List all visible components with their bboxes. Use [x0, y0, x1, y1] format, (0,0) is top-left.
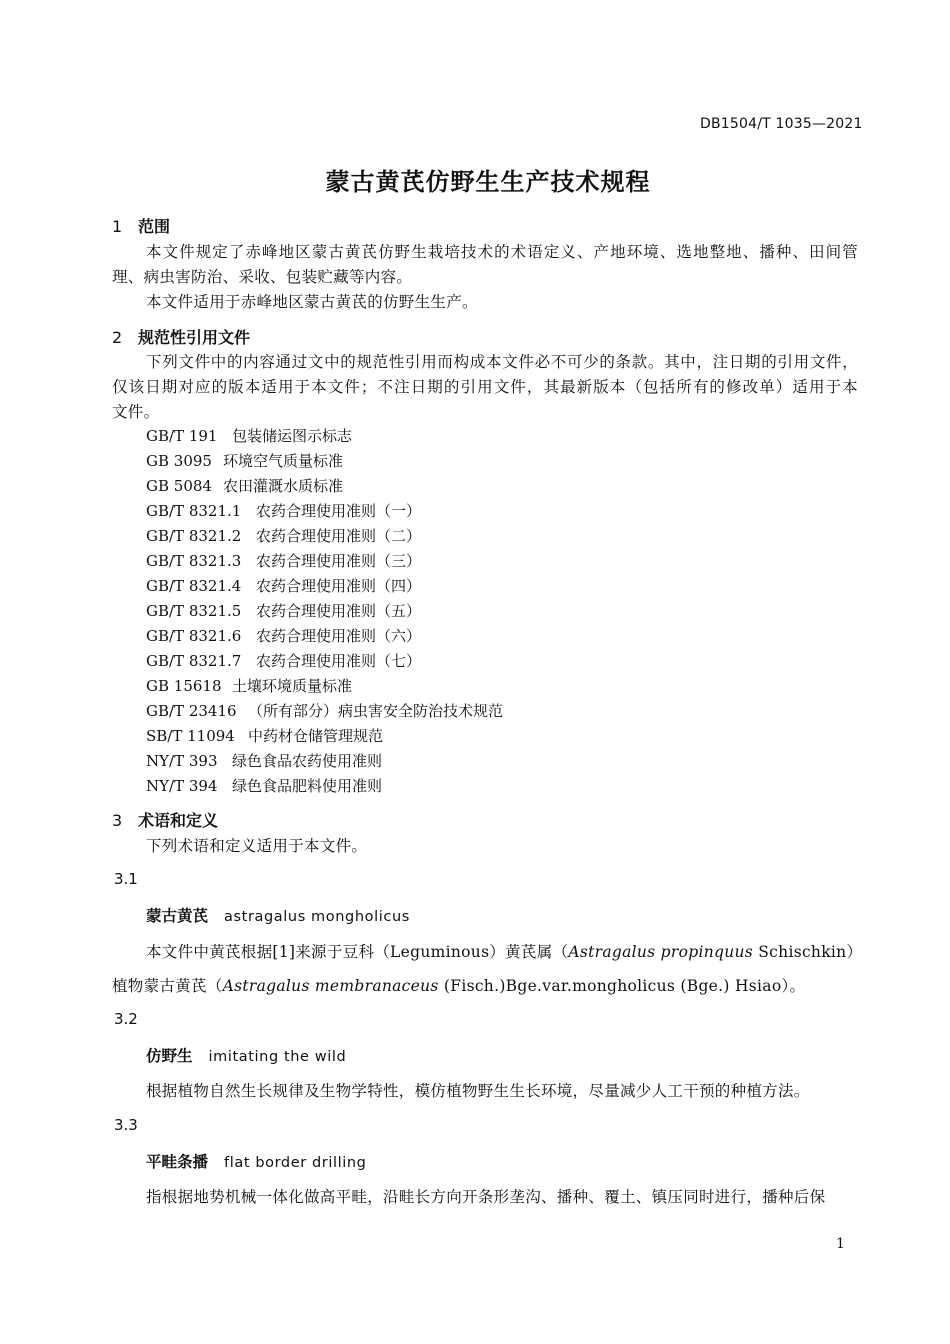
paragraph-line: 本文件适用于赤峰地区蒙古黄芪的仿野生生产。	[146, 293, 478, 311]
paragraph-line: 文件。	[112, 403, 160, 421]
reference-item: GB/T 8321.3 农药合理使用准则（三）	[146, 552, 422, 570]
reference-item: GB/T 191 包装储运图示标志	[146, 427, 353, 445]
term-zh: 蒙古黄芪	[146, 907, 209, 925]
term-en: flat border drilling	[224, 1155, 367, 1171]
section-heading-1	[112, 214, 170, 237]
term-en: astragalus mongholicus	[224, 909, 410, 925]
paragraph-line: 下列术语和定义适用于本文件。	[146, 837, 368, 855]
term-zh: 平畦条播	[146, 1153, 209, 1171]
reference-item: SB/T 11094 中药材仓储管理规范	[146, 727, 384, 745]
term-heading	[146, 904, 410, 926]
definition-line: 植物蒙古黄芪（Astragalus membranaceus (Fisch.)Bge.var.mongholicus (Bge.) Hsiao）。	[112, 977, 806, 995]
reference-item: NY/T 394 绿色食品肥料使用准则	[146, 777, 383, 795]
genus-name: Astragalus propinquus	[568, 943, 754, 961]
page-title: 蒙古黄芪仿野生生产技术规程	[325, 168, 651, 196]
section-title: 范围	[138, 217, 171, 236]
paragraph-line: 本文件规定了赤峰地区蒙古黄芪仿野生栽培技术的术语定义、产地环境、选地整地、播种、田间管	[146, 243, 858, 261]
section-number: 3	[112, 811, 123, 830]
reference-item: GB/T 23416 （所有部分）病虫害安全防治技术规范	[146, 702, 504, 720]
reference-item: GB/T 8321.2 农药合理使用准则（二）	[146, 527, 422, 545]
term-heading	[146, 1044, 346, 1066]
species-name: Astragalus membranaceus	[222, 977, 439, 995]
paragraph-line: 理、病虫害防治、采收、包装贮藏等内容。	[112, 268, 413, 286]
reference-item: GB/T 8321.1 农药合理使用准则（一）	[146, 502, 422, 520]
reference-item: GB/T 8321.6 农药合理使用准则（六）	[146, 627, 422, 645]
reference-item: GB 5084 农田灌溉水质标准	[146, 477, 344, 495]
paragraph-line: 下列文件中的内容通过文中的规范性引用而构成本文件必不可少的条款。其中，注日期的引用文件，	[146, 353, 858, 371]
section-heading-2	[112, 325, 250, 348]
reference-item: GB/T 8321.4 农药合理使用准则（四）	[146, 577, 422, 595]
term-number: 3.1	[114, 870, 138, 888]
section-number: 1	[112, 217, 123, 236]
term-heading	[146, 1150, 366, 1172]
section-title: 术语和定义	[138, 811, 219, 830]
reference-item: GB 3095 环境空气质量标准	[146, 452, 344, 470]
definition-line: 根据植物自然生长规律及生物学特性，模仿植物野生生长环境，尽量减少人工干预的种植方法。	[146, 1082, 810, 1100]
document-code: DB1504/T 1035—2021	[700, 116, 863, 132]
reference-item: GB/T 8321.5 农药合理使用准则（五）	[146, 602, 422, 620]
section-heading-3	[112, 808, 218, 831]
term-number: 3.2	[114, 1010, 138, 1028]
term-zh: 仿野生	[146, 1047, 193, 1065]
term-number: 3.3	[114, 1116, 138, 1134]
term-en: imitating the wild	[208, 1049, 347, 1065]
definition-line: 指根据地势机械一体化做高平畦，沿畦长方向开条形垄沟、播种、覆土、镇压同时进行，播种后保	[146, 1188, 826, 1206]
section-number: 2	[112, 328, 123, 347]
definition-line: 本文件中黄芪根据[1]来源于豆科（Leguminous）黄芪属（Astragalus propinquus Schischkin）	[146, 943, 863, 961]
section-title: 规范性引用文件	[138, 328, 251, 347]
reference-item: NY/T 393 绿色食品农药使用准则	[146, 752, 383, 770]
reference-item: GB/T 8321.7 农药合理使用准则（七）	[146, 652, 422, 670]
paragraph-line: 仅该日期对应的版本适用于本文件；不注日期的引用文件，其最新版本（包括所有的修改单）适用于本	[112, 378, 858, 396]
page-number: 1	[836, 1236, 845, 1252]
reference-item: GB 15618 土壤环境质量标准	[146, 677, 353, 695]
